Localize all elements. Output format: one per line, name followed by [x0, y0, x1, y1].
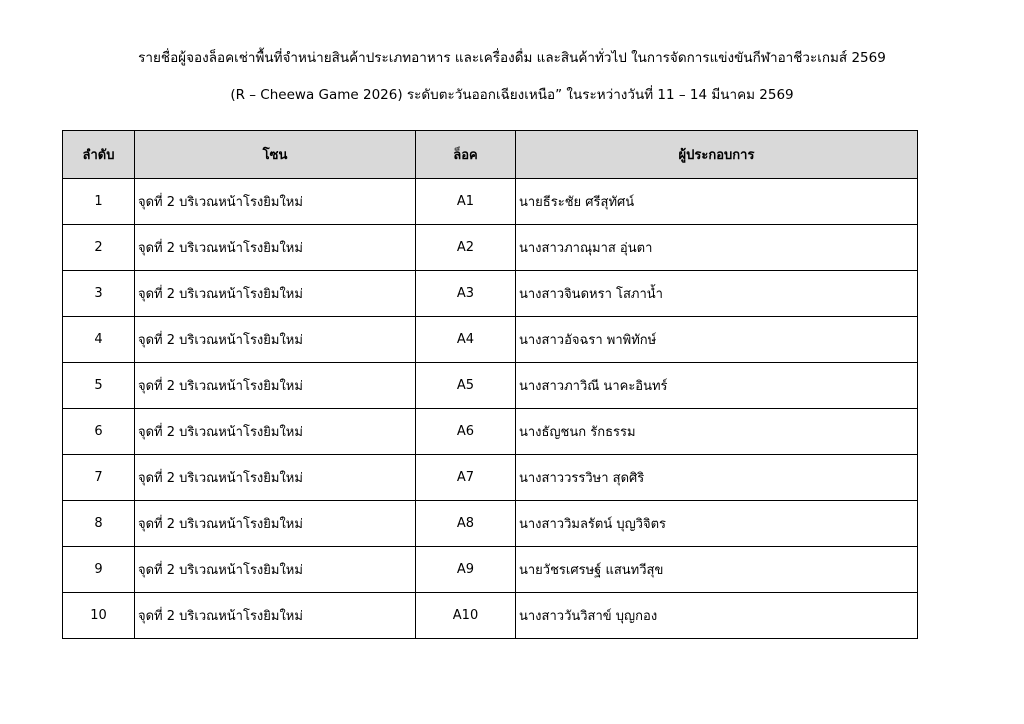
zone-cell: จุดที่ 2 บริเวณหน้าโรงยิมใหม่: [135, 409, 416, 455]
operator-cell: นางสาววันวิสาข์ บุญกอง: [516, 593, 918, 639]
lock-cell: A8: [416, 501, 516, 547]
table-row: [63, 455, 918, 501]
lock-cell: A4: [416, 317, 516, 363]
row-number-cell: 2: [63, 225, 135, 271]
zone-cell: จุดที่ 2 บริเวณหน้าโรงยิมใหม่: [135, 271, 416, 317]
table-row: [63, 501, 918, 547]
lock-cell: A9: [416, 547, 516, 593]
operator-cell: นางธัญชนก รักธรรม: [516, 409, 918, 455]
table-body: [63, 179, 918, 639]
lock-cell: A10: [416, 593, 516, 639]
row-number-cell: 3: [63, 271, 135, 317]
row-number-cell: 10: [63, 593, 135, 639]
table-row: [63, 179, 918, 225]
table-row: [63, 225, 918, 271]
row-number-cell: 4: [63, 317, 135, 363]
zone-cell: จุดที่ 2 บริเวณหน้าโรงยิมใหม่: [135, 225, 416, 271]
table-row: [63, 317, 918, 363]
header-zone: โซน: [135, 131, 416, 179]
header-no: ลำดับ: [63, 131, 135, 179]
zone-cell: จุดที่ 2 บริเวณหน้าโรงยิมใหม่: [135, 501, 416, 547]
row-number-cell: 7: [63, 455, 135, 501]
operator-cell: นางสาววรรวิษา สุดศิริ: [516, 455, 918, 501]
operator-cell: นายวัชรเศรษฐ์ แสนทวีสุข: [516, 547, 918, 593]
table-row: [63, 409, 918, 455]
table-row: [63, 271, 918, 317]
header-lock: ล็อค: [416, 131, 516, 179]
table-row: [63, 593, 918, 639]
operator-cell: นางสาวจินดหรา โสภาน้ำ: [516, 271, 918, 317]
booking-table: [62, 130, 918, 639]
zone-cell: จุดที่ 2 บริเวณหน้าโรงยิมใหม่: [135, 179, 416, 225]
lock-cell: A2: [416, 225, 516, 271]
zone-cell: จุดที่ 2 บริเวณหน้าโรงยิมใหม่: [135, 593, 416, 639]
table-row: [63, 547, 918, 593]
table-header-row: [63, 131, 918, 179]
row-number-cell: 9: [63, 547, 135, 593]
zone-cell: จุดที่ 2 บริเวณหน้าโรงยิมใหม่: [135, 547, 416, 593]
lock-cell: A3: [416, 271, 516, 317]
zone-cell: จุดที่ 2 บริเวณหน้าโรงยิมใหม่: [135, 455, 416, 501]
row-number-cell: 6: [63, 409, 135, 455]
lock-cell: A7: [416, 455, 516, 501]
table-row: [63, 363, 918, 409]
row-number-cell: 5: [63, 363, 135, 409]
lock-cell: A5: [416, 363, 516, 409]
operator-cell: นางสาวภาณุมาส อุ่นตา: [516, 225, 918, 271]
operator-cell: นายธีระชัย ศรีสุทัศน์: [516, 179, 918, 225]
lock-cell: A6: [416, 409, 516, 455]
row-number-cell: 1: [63, 179, 135, 225]
operator-cell: นางสาวภาวิณี นาคะอินทร์: [516, 363, 918, 409]
zone-cell: จุดที่ 2 บริเวณหน้าโรงยิมใหม่: [135, 363, 416, 409]
header-operator: ผู้ประกอบการ: [516, 131, 918, 179]
row-number-cell: 8: [63, 501, 135, 547]
lock-cell: A1: [416, 179, 516, 225]
zone-cell: จุดที่ 2 บริเวณหน้าโรงยิมใหม่: [135, 317, 416, 363]
operator-cell: นางสาววิมลรัตน์ บุญวิจิตร: [516, 501, 918, 547]
operator-cell: นางสาวอัจฉรา พาพิทักษ์: [516, 317, 918, 363]
document-title-line-1: รายชื่อผู้จองล็อคเช่าพื้นที่จำหน่ายสินค้าประเภทอาหาร และเครื่องดื่ม และสินค้าทั่วไป ในการจัดการแข่งขันกีฬาอาชีวะเกมส์ 2569: [138, 50, 886, 66]
document-title-line-2: (R – Cheewa Game 2026) ระดับตะวันออกเฉียงเหนือ” ในระหว่างวันที่ 11 – 14 มีนาคม 2569: [230, 87, 794, 103]
